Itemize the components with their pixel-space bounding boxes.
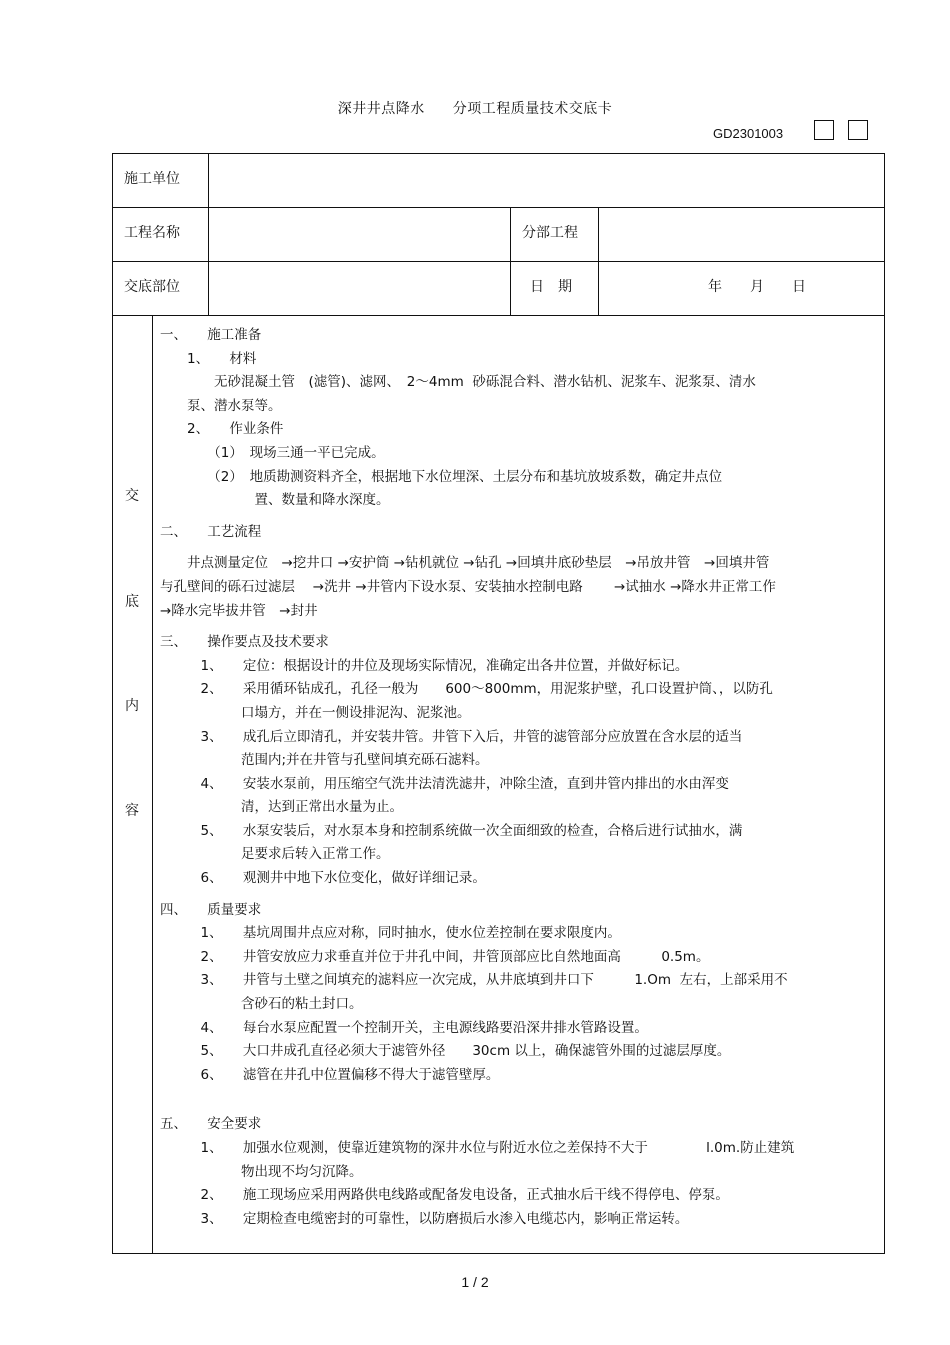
date-value: 年 月 日 bbox=[708, 279, 806, 295]
content-line: 含砂石的粘土封口。 bbox=[160, 996, 363, 1013]
section-heading: 五、 安全要求 bbox=[160, 1116, 262, 1133]
content-line: 1、 定位：根据设计的井位及现场实际情况，准确定出各井位置，并做好标记。 bbox=[160, 657, 689, 674]
content-line: 无砂混凝土管 (滤管)、滤网、 2～4mm 砂砾混合料、潜水钻机、泥浆车、泥浆泵、清水 bbox=[160, 374, 756, 391]
content-line: （2） 地质勘测资料齐全，根据地下水位埋深、土层分布和基坑放坡系数，确定井点位 bbox=[160, 468, 723, 485]
label-date: 日 期 bbox=[530, 279, 572, 295]
content-line: 5、 大口井成孔直径必须大于滤管外径 30cm 以上，确保滤管外围的过滤层厚度。 bbox=[160, 1043, 731, 1060]
content-line: 置、数量和降水深度。 bbox=[160, 492, 390, 509]
section-heading: 二、 工艺流程 bbox=[160, 523, 262, 540]
section-heading: 一、 施工准备 bbox=[160, 327, 262, 343]
title-part1: 深井井点降水 bbox=[337, 101, 425, 117]
section-heading: 四、 质量要求 bbox=[160, 901, 262, 918]
content-line: 3、 成孔后立即清孔，并安装井管。井管下入后，井管的滤管部分应放置在含水层的适当 bbox=[160, 728, 743, 745]
label-construction-unit: 施工单位 bbox=[124, 171, 180, 187]
content-line: 1、 基坑周围井点应对称，同时抽水，使水位差控制在要求限度内。 bbox=[160, 925, 621, 942]
page-number: 1 / 2 bbox=[461, 1274, 489, 1290]
content-line: 物出现不均匀沉降。 bbox=[160, 1163, 363, 1180]
side-char-4: 容 bbox=[125, 803, 139, 819]
content-line: 3、 井管与土壁之间填充的滤料应一次完成，从井底填到井口下 1.Om 左右，上部采用不 bbox=[160, 972, 788, 989]
handover-content bbox=[160, 324, 875, 1231]
content-line: 3、 定期检查电缆密封的可靠性，以防磨损后水渗入电缆芯内，影响正常运转。 bbox=[160, 1210, 689, 1227]
side-char-3: 内 bbox=[125, 698, 139, 714]
document-code: GD2301003 bbox=[713, 126, 784, 141]
content-line: 4、 安装水泵前，用压缩空气洗井法清洗滤井，冲除尘渣，直到井管内排出的水由浑变 bbox=[160, 775, 729, 792]
content-line: （1） 现场三通一平已完成。 bbox=[160, 444, 385, 461]
content-line: 口塌方，并在一侧设排泥沟、泥浆池。 bbox=[160, 704, 471, 721]
content-line: 1、 加强水位观测，使靠近建筑物的深井水位与附近水位之差保持不大于 l.0m.防止建筑 bbox=[160, 1140, 795, 1156]
title-part2: 分项工程质量技术交底卡 bbox=[452, 101, 613, 117]
content-line: 2、 井管安放应力求垂直并位于井孔中间，井管顶部应比自然地面高 0.5m。 bbox=[160, 948, 710, 965]
content-line: 与孔壁间的砾石过滤层 →洗井 →井管内下设水泵、安装抽水控制电路 →试抽水 →降水井正常工作 bbox=[160, 578, 776, 595]
content-line: 2、 施工现场应采用两路供电线路或配备发电设备，正式抽水后干线不得停电、停泵。 bbox=[160, 1187, 729, 1204]
content-line: 2、 采用循环钻成孔，孔径一般为 600～800mm，用泥浆护壁，孔口设置护筒、，以防孔 bbox=[160, 681, 773, 698]
section-heading: 三、 操作要点及技术要求 bbox=[160, 634, 329, 651]
checkbox-2[interactable] bbox=[848, 120, 868, 140]
content-line: 2、 作业条件 bbox=[160, 421, 284, 438]
content-line: 6、 观测井中地下水位变化，做好详细记录。 bbox=[160, 870, 486, 887]
side-char-1: 交 bbox=[125, 488, 139, 504]
content-line: 泵、潜水泵等。 bbox=[160, 397, 282, 414]
content-line: →降水完毕拔井管 →封井 bbox=[160, 602, 318, 619]
content-line: 井点测量定位 →挖井口 →安护筒 →钻机就位 →钻孔 →回填井底砂垫层 →吊放井管 →回填井管 bbox=[160, 555, 770, 572]
content-line: 4、 每台水泵应配置一个控制开关，主电源线路要沿深井排水管路设置。 bbox=[160, 1019, 648, 1036]
content-line: 清，达到正常出水量为止。 bbox=[160, 799, 403, 816]
label-project-name: 工程名称 bbox=[124, 225, 180, 241]
content-line: 5、 水泵安装后，对水泵本身和控制系统做一次全面细致的检查，合格后进行试抽水，满 bbox=[160, 822, 743, 839]
label-handover-part: 交底部位 bbox=[124, 279, 180, 295]
content-line: 1、 材料 bbox=[160, 350, 257, 367]
label-sub-project: 分部工程 bbox=[522, 225, 578, 241]
checkbox-1[interactable] bbox=[814, 120, 834, 140]
content-line: 足要求后转入正常工作。 bbox=[160, 846, 390, 863]
content-line: 6、 滤管在井孔中位置偏移不得大于滤管壁厚。 bbox=[160, 1066, 500, 1083]
side-char-2: 底 bbox=[125, 594, 139, 610]
page-title bbox=[0, 98, 950, 118]
content-line: 范围内;并在井管与孔壁间填充砾石滤料。 bbox=[160, 752, 489, 769]
